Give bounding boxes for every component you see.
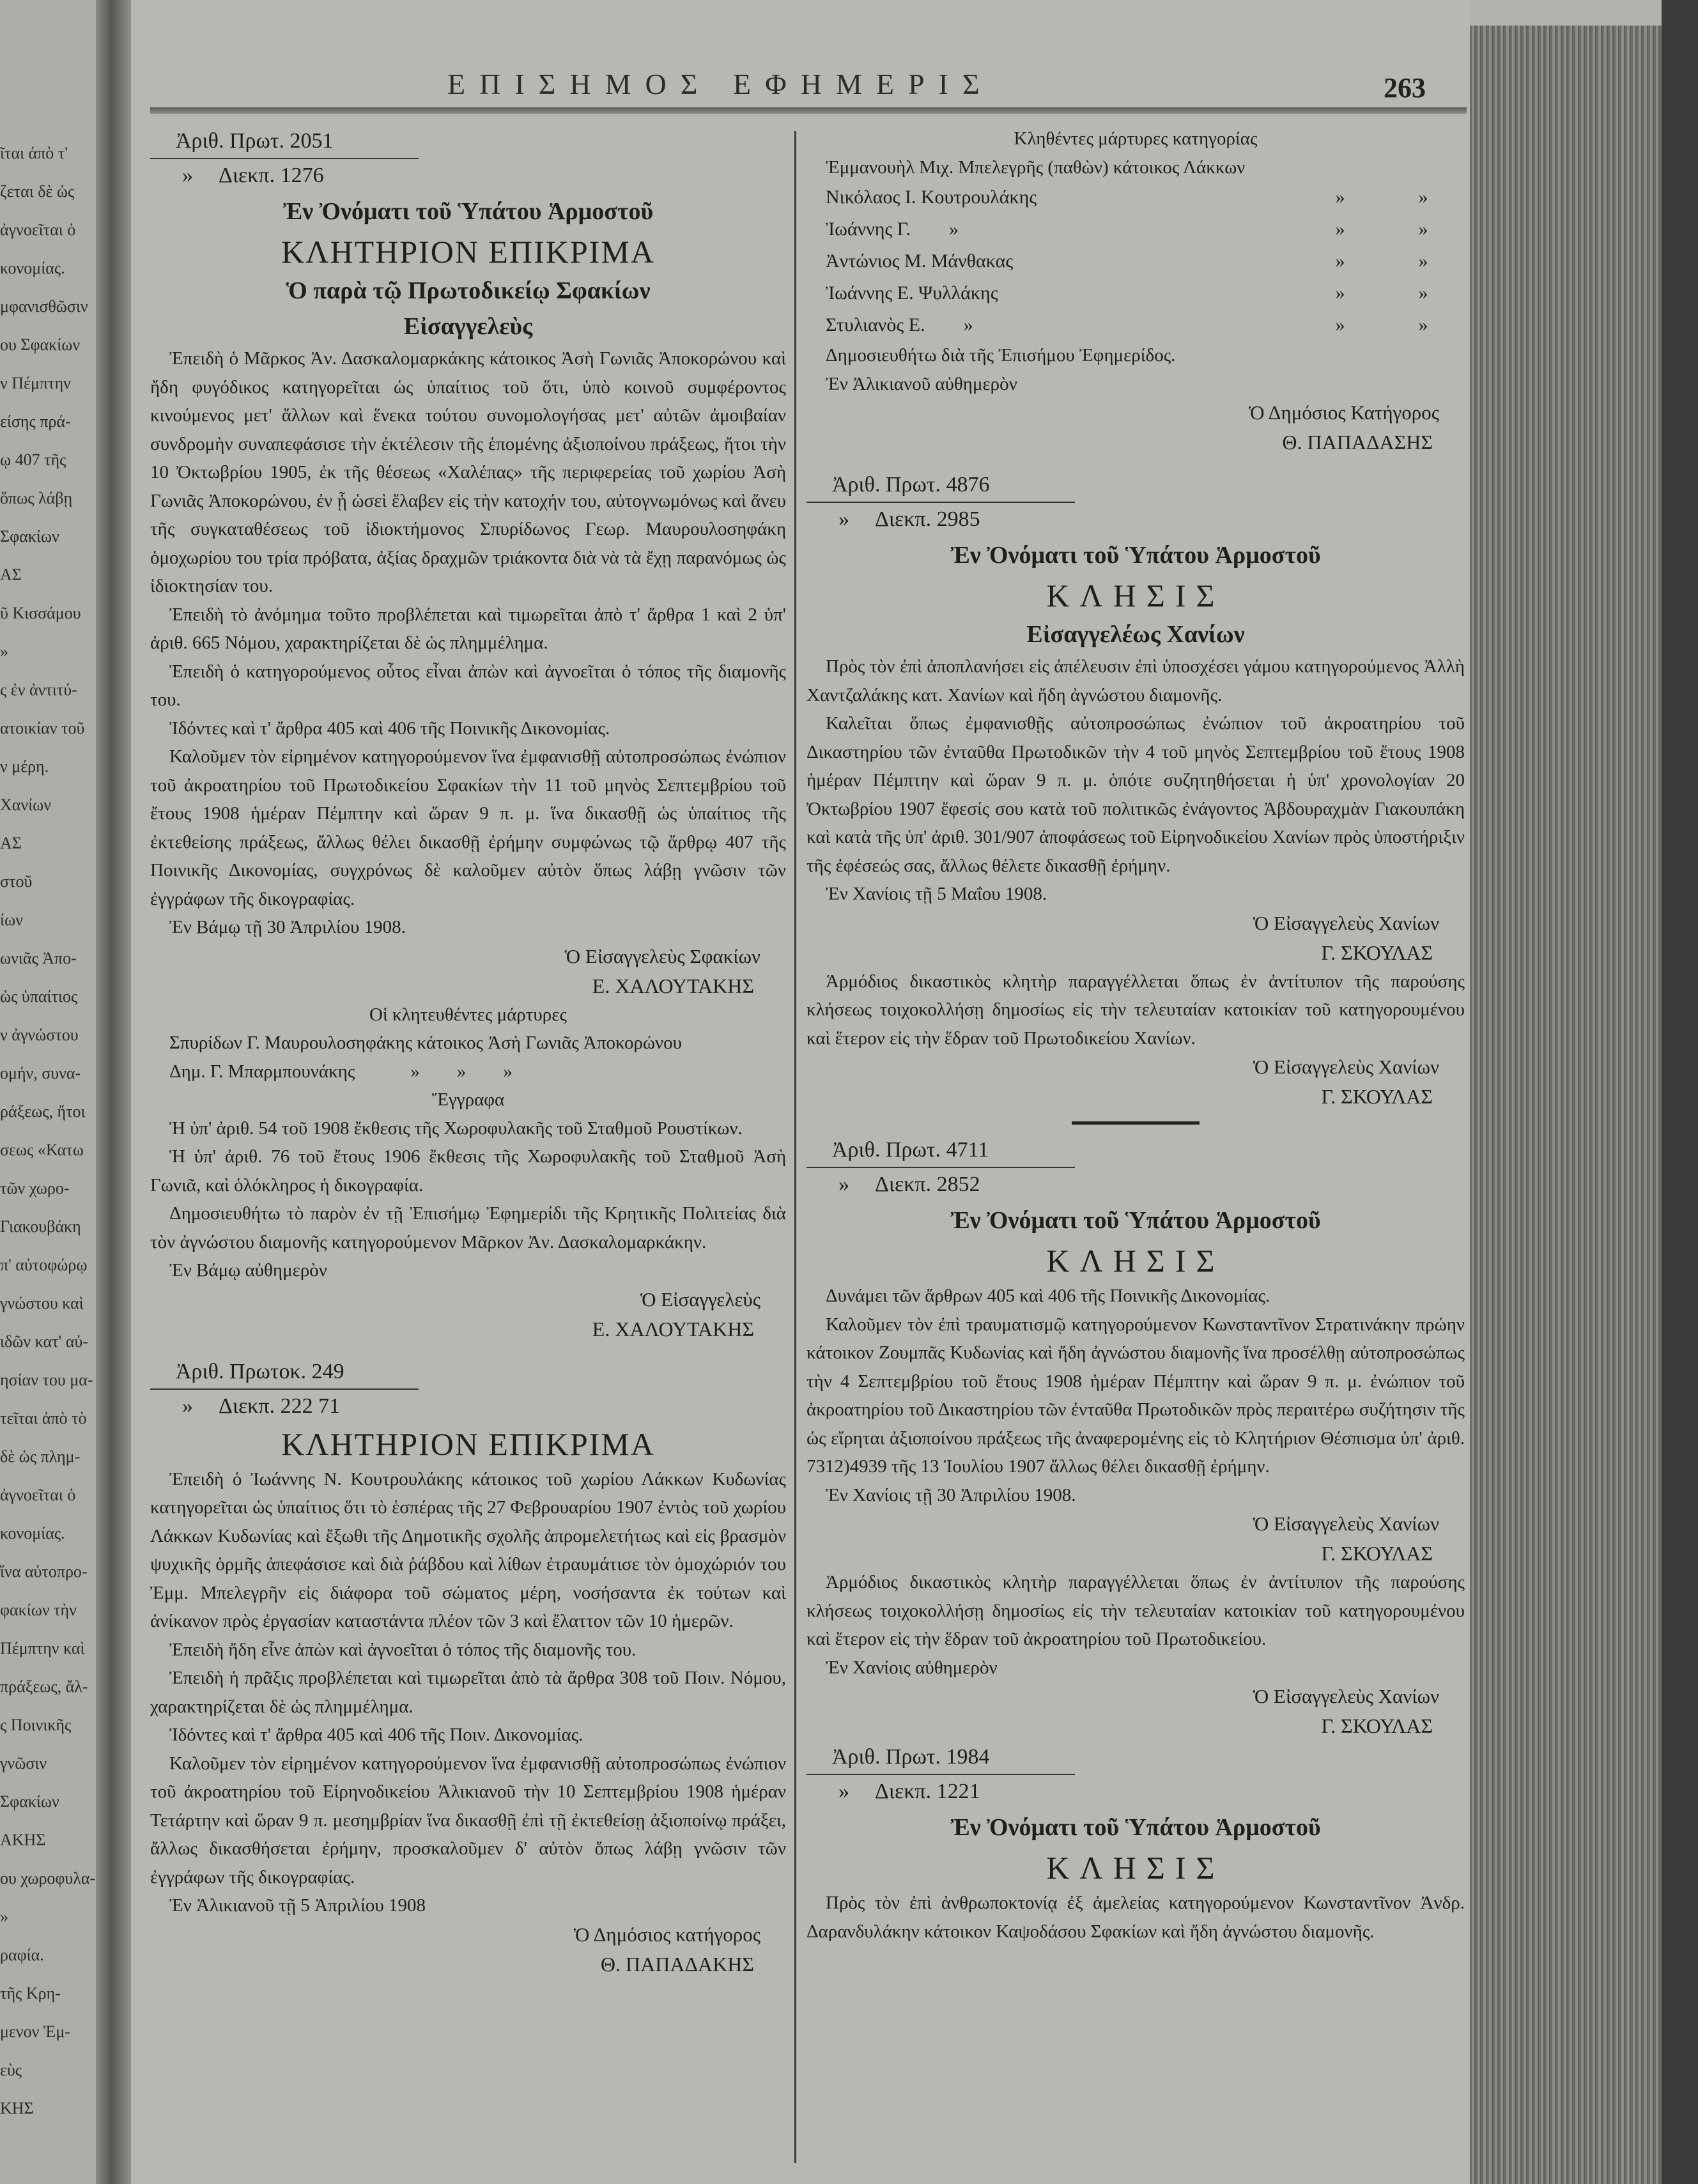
previous-page-fragment: δὲ ὡς πλημ- — [0, 1447, 81, 1466]
signature-block — [807, 909, 1465, 967]
ditto-mark: » — [1418, 282, 1428, 304]
signatory-name: Ε. ΧΑΛΟΥΤΑΚΗΣ — [592, 1317, 754, 1341]
previous-page-fragment: πράξεως, ἄλ- — [0, 1677, 88, 1696]
header-rule — [150, 107, 1467, 114]
dispatch-number — [150, 1390, 786, 1423]
ditto-mark: » — [1335, 314, 1345, 335]
paragraph: Ἰδόντες καὶ τ' ἄρθρα 405 καὶ 406 τῆς Ποιν. Δικονομίας. — [169, 1725, 583, 1745]
signature-block — [807, 1052, 1465, 1111]
previous-page-fragment: ΚΗΣ — [0, 2099, 34, 2118]
previous-page-fragment: ἀγνοεῖται ὁ — [0, 1486, 76, 1504]
invocation-heading: Ἐν Ὀνόματι τοῦ Ὑπάτου Ἁρμοστοῦ — [950, 1814, 1321, 1841]
previous-page-fragment: ατοικίαν τοῦ — [0, 719, 85, 737]
protocol-number: Ἀριθ. Πρωτ. 1984 — [832, 1745, 990, 1769]
previous-page-fragment: Σφακίων — [0, 1792, 59, 1811]
line-text: Σπυρίδων Γ. Μαυρουλοσηφάκης κάτοικος Ἀσὴ Γωνιᾶς Ἀποκορώνου — [169, 1033, 683, 1053]
paragraph: Ἐν Χανίοις αὐθημερὸν — [826, 1657, 998, 1678]
previous-page-fragment: ΑΣ — [0, 565, 22, 584]
paragraph: Ἐν Χανίοις τῇ 5 Μαΐου 1908. — [826, 884, 1047, 904]
line-text: Δημοσιευθήτω διὰ τῆς Ἐπισήμου Ἐφημερίδος. — [826, 345, 1176, 365]
previous-page-fragment: ς Ποινικῆς — [0, 1716, 72, 1734]
signatory-name: Γ. ΣΚΟΥΛΑΣ — [1321, 941, 1433, 964]
paragraph: Ἡ ὑπ' ἀριθ. 54 τοῦ 1908 ἔκθεσις τῆς Χωροφυλακῆς τοῦ Σταθμοῦ Ρουστίκων. — [169, 1118, 743, 1139]
spacer — [150, 1344, 786, 1355]
signatory-role: Ὁ Δημόσιος κατήγορος — [573, 1923, 760, 1946]
section-heading: Οἱ κλητευθέντες μάρτυρες — [369, 1004, 567, 1025]
previous-page-fragment: κονομίας. — [0, 1524, 65, 1542]
section-heading: Κληθέντες μάρτυρες κατηγορίας — [1014, 128, 1258, 149]
previous-page-fragment: Χανίων — [0, 796, 52, 814]
protocol-number: Ἀριθ. Πρωτ. 4876 — [832, 473, 990, 496]
previous-page-fragment: ν μέρη. — [0, 757, 49, 776]
witness-row — [807, 213, 1465, 245]
dispatch-label: Διεκπ. 1276 — [219, 164, 324, 187]
previous-page-fragment: » — [0, 1907, 8, 1926]
signatory-role: Ὁ Εἰσαγγελεὺς Χανίων — [1253, 911, 1439, 934]
section-heading: Ἔγγραφα — [431, 1089, 505, 1110]
paragraph: Ἁρμόδιος δικαστικὸς κλητὴρ παραγγέλλεται ὅπως ἐν ἀντίτυπον τῆς παρούσης κλήσεως τοιχοκολλήσῃ δημοσίως εἰς τὴν τελευταίαν κατοικίαν τοῦ κατηγορουμένου καὶ ἕτερον εἰς τὴν ἕδραν τοῦ ἀκροατηρίου τοῦ Πρωτοδικείου. — [807, 1572, 1465, 1649]
separator-rule — [1072, 1121, 1200, 1125]
previous-page-fragment: » — [0, 642, 8, 661]
ditto-mark: » — [1335, 187, 1345, 208]
previous-page-fragment: ιδῶν κατ' αὐ- — [0, 1332, 88, 1351]
ditto-mark: » — [182, 1394, 193, 1418]
previous-page-fragment: ῳ 407 τῆς — [0, 450, 66, 469]
line-text: Ἐν Ἀλικιανοῦ αὐθημερὸν — [826, 373, 1017, 394]
signatory-name: Γ. ΣΚΟΥΛΑΣ — [1321, 1542, 1433, 1565]
previous-page-fragment: ὅπως λάβῃ — [0, 489, 73, 507]
paragraph: Ἐν Ἀλικιανοῦ τῇ 5 Ἀπριλίου 1908 — [169, 1895, 426, 1916]
issuer-heading: Εἰσαγγελέως Χανίων — [1026, 621, 1245, 648]
paragraph: Ἐπειδὴ ὁ Ἰωάννης Ν. Κουτρουλάκης κάτοικος τοῦ χωρίου Λάκκων Κυδωνίας κατηγορεῖται ὡς ὑπαίτιος ὅτι τὸ ἑσπέρας τῆς 27 Φεβρουαρίου 1907 ἐντὸς τοῦ χωρίου Λάκκων Κυδωνίας καὶ ἔξωθι τῆς Δημοτικῆς σχολῆς ἀπρομελετήτως καὶ εἰς βρασμὸν ψυχικῆς ὁρμῆς ἀπεφάσισε καὶ διὰ ῥάβδου καὶ λίθων ἐτραυμάτισε τὸν ὁμοχώριόν του Ἐμμ. Μπελεγρῆν εἰς διάφορα τοῦ σώματος μέρη, νοσήσαντα ἐκ τούτων καὶ ἀνίκανον πρὸς ἐργασίαν καταστάντα πλέον τῶν 3 καὶ ἔλαττον τῶν 10 ἡμερῶν. — [150, 1468, 786, 1631]
issuer-heading: Ὁ παρὰ τῷ Πρωτοδικείῳ Σφακίων — [286, 277, 651, 304]
previous-page-fragment: είσης πρά- — [0, 412, 71, 431]
previous-page-fragment: σεως «Κατω — [0, 1141, 84, 1159]
previous-page-fragment: ου Σφακίων — [0, 335, 81, 354]
previous-page-fragment: ου χωροφυλα- — [0, 1869, 96, 1888]
witness-name: Ἰωάννης Ε. Ψυλλάκης — [826, 282, 998, 304]
notice-title: ΚΛΗΣΙΣ — [1046, 1243, 1225, 1279]
paragraph: Ἐπειδὴ ἤδη εἶνε ἀπὼν καὶ ἀγνοεῖται ὁ τόπος τῆς διαμονῆς του. — [169, 1639, 637, 1660]
witness-row — [807, 181, 1465, 213]
signatory-name: Γ. ΣΚΟΥΛΑΣ — [1321, 1714, 1433, 1737]
previous-page-fragment: ν ἀγνώστου — [0, 1026, 79, 1044]
paragraph: Ἐπειδὴ ὁ κατηγορούμενος οὗτος εἶναι ἀπὼν καὶ ἀγνοεῖται ὁ τόπος τῆς διαμονῆς του. — [150, 661, 786, 710]
previous-page-fragment: φακίων τὴν — [0, 1601, 77, 1619]
ditto-mark: » — [1418, 187, 1428, 208]
previous-page-fragment: ς ἐν ἀντιτύ- — [0, 681, 77, 699]
signatory-role: Ὁ Δημόσιος Κατήγορος — [1249, 401, 1439, 424]
invocation-heading: Ἐν Ὀνόματι τοῦ Ὑπάτου Ἁρμοστοῦ — [950, 542, 1321, 569]
witness-row — [807, 309, 1465, 341]
issuer-heading: Εἰσαγγελεὺς — [403, 313, 533, 340]
invocation-heading: Ἐν Ὀνόματι τοῦ Ὑπάτου Ἁρμοστοῦ — [282, 198, 654, 225]
ditto-mark: » — [1418, 314, 1428, 335]
previous-page-fragment: τῆς Κρη- — [0, 1984, 61, 2003]
paragraph: Καλεῖται ὅπως ἐμφανισθῇς αὐτοπροσώπως ἐνώπιον τοῦ ἀκροατηρίου τοῦ Δικαστηρίου τῶν ἐνταῦθα Πρωτοδικῶν τὴν 4 τοῦ μηνὸς Σεπτεμβρίου τοῦ ἔτους 1908 ἡμέραν Πέμπτην καὶ ὥραν 9 π. μ. ὁπότε συζητηθήσεται ἡ ὑπ' χρονολογίαν 20 Ὀκτωβρίου 1907 ἔφεσίς σου κατὰ τοῦ πολιτικῶς ἐνάγοντος Ἀβδουραχμὰν Γιακουπάκη καὶ κατὰ τῆς ὑπ' ἀριθ. 301/907 ἀποφάσεως τοῦ Εἰρηνοδικείου Χανίων πρὸς ὑποστήριξιν τῆς ἐφέσεώς σας, ἄλλως θέλετε δικασθῇ ἐρήμην. — [807, 713, 1465, 876]
previous-page-fragment: Πέμπτην καὶ — [0, 1639, 85, 1657]
paragraph: Πρὸς τὸν ἐπὶ ἀποπλανήσει εἰς ἀπέλευσιν ἐπὶ ὑποσχέσει γάμου κατηγορούμενος Ἀλλὴ Χαντζαλάκης κατ. Χανίων καὶ ἤδη ἀγνώστου διαμονῆς. — [807, 656, 1465, 705]
dispatch-label: Διεκπ. 222 71 — [219, 1394, 341, 1418]
signature-block — [150, 1285, 786, 1344]
dispatch-number — [807, 1775, 1465, 1808]
paragraph: Ἰδόντες καὶ τ' ἄρθρα 405 καὶ 406 τῆς Ποινικῆς Δικονομίας. — [169, 718, 610, 739]
previous-page-fragment: π' αὐτοφώρῳ — [0, 1256, 88, 1274]
dispatch-label: Διεκπ. 1221 — [875, 1780, 980, 1803]
previous-page-fragment: ΑΣ — [0, 834, 22, 852]
ditto-mark: » — [1335, 282, 1345, 304]
witness-name: Νικόλαος Ι. Κουτρουλάκης — [826, 187, 1037, 208]
signatory-role: Ὁ Εἰσαγγελεὺς — [640, 1288, 760, 1311]
ditto-mark: » — [1335, 219, 1345, 240]
right-column — [807, 125, 1465, 1946]
column-rule — [794, 131, 796, 2163]
previous-page-fragment: ωνιᾶς Ἀπο- — [0, 949, 77, 967]
witness-row — [807, 277, 1465, 309]
witness-name: Ἰωάννης Γ. » — [826, 219, 959, 240]
previous-page-fragment: ἵνα αὐτοπρο- — [0, 1562, 88, 1581]
notice-title: ΚΛΗΣΙΣ — [1046, 1850, 1225, 1886]
signatory-role: Ὁ Εἰσαγγελεὺς Χανίων — [1253, 1685, 1439, 1707]
signatory-role: Ὁ Εἰσαγγελεὺς Χανίων — [1253, 1056, 1439, 1078]
previous-page-fragment: εὺς — [0, 2061, 22, 2079]
signatory-name: Θ. ΠΑΠΑΔΑΚΗΣ — [600, 1952, 754, 1976]
invocation-heading: Ἐν Ὀνόματι τοῦ Ὑπάτου Ἁρμοστοῦ — [950, 1207, 1321, 1234]
dispatch-number — [150, 159, 786, 192]
dispatch-label: Διεκπ. 2985 — [875, 507, 980, 531]
previous-page-fragment: γνώστου καὶ — [0, 1294, 84, 1312]
previous-page-fragment: κονομίας. — [0, 259, 65, 277]
paragraph: Καλοῦμεν τὸν εἰρημένον κατηγορούμενον ἵνα ἐμφανισθῇ αὐτοπροσώπως ἐνώπιον τοῦ ἀκροατηρίου τοῦ Πρωτοδικείου Σφακίων τὴν 11 τοῦ μηνὸς Σεπτεμβρίου τοῦ ἔτους 1908 ἡμέραν Πέμπτην καὶ ὥραν 9 π. μ. ἵνα δικασθῇ ὡς ὑπαίτιος τῆς ἐκτεθείσης πράξεως, ἄλλως θέλει δικασθῇ ἐρήμην συμφώνως τῷ ἄρθρῳ 407 τῆς Ποινικῆς Δικονομίας, συγχρόνως δὲ καλοῦμεν αὐτὸν ὅπως λάβῃ γνῶσιν τῶν ἐγγράφων τῆς δικογραφίας. — [150, 746, 786, 909]
previous-page-fragment: γνῶσιν — [0, 1754, 47, 1773]
ditto-mark: » — [182, 164, 193, 187]
previous-page-fragment: τεῖται ἀπὸ τὸ — [0, 1409, 87, 1427]
paragraph: Ἐπειδὴ ὁ Μᾶρκος Ἀν. Δασκαλομαρκάκης κάτοικος Ἀσὴ Γωνιᾶς Ἀποκορώνου καὶ ἤδη φυγόδικος κατηγορεῖται ὡς ὑπαίτιος τοῦ ὅτι, ὑπὸ κοινοῦ συμφέροντος κινούμενος μετ' ἄλλων καὶ ἕνεκα τούτου συνομολογήσας μετ' αὐτῶν ἀμοιβαίαν συνδρομὴν συναπεφάσισε τὴν ἐκτέλεσιν τῆς ἑπομένης ἀξιοποίνου πράξεως, ἤτοι τὴν 10 Ὀκτωβρίου 1905, ἐκ τῆς θέσεως «Χαλέπας» τῆς περιφερείας τοῦ χωρίου Ἀσὴ Γωνιᾶς Ἀποκορώνου, ἐν ᾗ ὡσεὶ ἔλαβεν εἰς τὴν κατοχήν του, αὐτογνωμόνως καὶ ἄνευ τῆς συγκαταθέσεως τοῦ ἰδιοκτήμονος Σπυρίδωνος Γεωρ. Μαυρουλοσηφάκη ὁμοχωρίου του τρία πρόβατα, ἀξίας δραχμῶν τριάκοντα διὰ νὰ τὰ ἔχῃ παρανόμως ὡς ἰδιοκτησίαν του. — [150, 348, 786, 596]
ditto-mark: » — [838, 1173, 849, 1196]
paragraph: Ἁρμόδιος δικαστικὸς κλητὴρ παραγγέλλεται ὅπως ἐν ἀντίτυπον τῆς παρούσης κλήσεως τοιχοκολλήσῃ δημοσίως εἰς τὴν τελευταίαν κατοικίαν τοῦ κατηγορουμένου καὶ ἕτερον εἰς τὴν ἕδραν τοῦ Πρωτοδικείου Χανίων. — [807, 971, 1465, 1049]
paragraph: Ἐπειδὴ ἡ πρᾶξις προβλέπεται καὶ τιμωρεῖται ἀπὸ τὰ ἄρθρα 308 τοῦ Ποιν. Νόμου, χαρακτηρίζεται δὲ ὡς πλημμέλημα. — [150, 1668, 786, 1717]
notice-title: ΚΛΗΤΗΡΙΟΝ ΕΠΙΚΡΙΜΑ — [281, 234, 655, 270]
ditto-mark: » — [1335, 250, 1345, 272]
line-text: Δημ. Γ. Μπαρμπουνάκης » » » — [169, 1061, 513, 1082]
previous-page-fragment: μφανισθῶσιν — [0, 297, 88, 316]
paragraph: Δυνάμει τῶν ἄρθρων 405 καὶ 406 τῆς Ποινικῆς Δικονομίας. — [826, 1286, 1270, 1306]
witness-name: Ἀντώνιος Μ. Μάνθακας — [826, 250, 1014, 272]
dispatch-number — [807, 1168, 1465, 1201]
notice-title: ΚΛΗΤΗΡΙΟΝ ΕΠΙΚΡΙΜΑ — [281, 1426, 655, 1462]
ditto-mark: » — [838, 507, 849, 531]
paragraph: Ἐπειδὴ τὸ ἀνόμημα τοῦτο προβλέπεται καὶ τιμωρεῖται ἀπὸ τ' ἄρθρα 1 καὶ 2 ὑπ' ἀριθ. 665 Νόμου, χαρακτηρίζεται δὲ ὡς πλημμέλημα. — [150, 604, 786, 653]
paragraph: Πρὸς τὸν ἐπὶ ἀνθρωποκτονίᾳ ἐξ ἀμελείας κατηγορούμενον Κωνσταντῖνον Ἀνδρ. Δαρανδυλάκην κάτοικον Καψοδάσου Σφακίων καὶ ἤδη ἀγνώστου διαμονῆς. — [807, 1893, 1465, 1942]
paragraph: Ἐν Βάμῳ τῇ 30 Ἀπριλίου 1908. — [169, 917, 406, 937]
previous-page-fragment: ομήν, συνα- — [0, 1064, 81, 1082]
protocol-number: Ἀριθ. Πρωτ. 2051 — [176, 129, 334, 153]
previous-page-fragment: ησίαν του μα- — [0, 1371, 93, 1389]
previous-page-fragment: μενον Ἐμ- — [0, 2022, 70, 2041]
paragraph: Ἐν Βάμῳ αὐθημερὸν — [169, 1260, 327, 1280]
signature-block — [807, 1509, 1465, 1568]
witness-name: Στυλιανὸς Ε. » — [826, 314, 973, 335]
ditto-mark: » — [1418, 219, 1428, 240]
dispatch-label: Διεκπ. 2852 — [875, 1173, 980, 1196]
signatory-role: Ὁ Εἰσαγγελεὺς Χανίων — [1253, 1512, 1439, 1535]
previous-page-fragment: στοῦ — [0, 872, 33, 891]
signatory-name: Γ. ΣΚΟΥΛΑΣ — [1321, 1085, 1433, 1108]
signatory-name: Ε. ΧΑΛΟΥΤΑΚΗΣ — [592, 974, 754, 997]
previous-page-fragment: ἀγνοεῖται ὁ — [0, 220, 76, 239]
dispatch-number — [807, 503, 1465, 536]
previous-page-edge — [0, 0, 105, 2184]
witness-row — [807, 245, 1465, 277]
signatory-name: Θ. ΠΑΠΑΔΑΣΗΣ — [1282, 431, 1433, 454]
page-number: 263 — [1384, 72, 1426, 104]
protocol-number: Ἀριθ. Πρωτ. 4711 — [832, 1138, 989, 1162]
running-head: ΕΠΙΣΗΜΟΣ ΕΦΗΜΕΡΙΣ — [447, 68, 994, 100]
paragraph: Καλοῦμεν τὸν ἐπὶ τραυματισμῷ κατηγορούμενον Κωνσταντῖνον Στρατινάκην πρώην κάτοικον Ζουμπᾶς Κυδωνίας καὶ ἤδη ἀγνώστου διαμονῆς ἵνα προσέλθῃ αὐτοπροσώπως τὴν 4 Σεπτεμβρίου τοῦ ἔτους 1908 ἡμέραν Πέμπτην καὶ ὥραν 9 π. μ. ἐνώπιον τοῦ ἀκροατηρίου τοῦ Δικαστηρίου τῶν ἐνταῦθα Πρωτοδικῶν πρὸς περαιτέρω συζήτησιν τῆς ὡς εἴρηται ἀξιοποίνου πράξεως τῆς ἀναφερομένης εἰς τὸ Κλητήριον Θέσπισμα ὑπ' ἀριθ. 7312)4939 τῆς 13 Ἰουλίου 1907 ἄλλως θέλει δικασθῇ ἐρήμην. — [807, 1314, 1465, 1477]
paragraph: Ἡ ὑπ' ἀριθ. 76 τοῦ ἔτους 1906 ἔκθεσις τῆς Χωροφυλακῆς τοῦ Σταθμοῦ Ἀσὴ Γωνιᾶ, καὶ ὁλόκληρος ἡ δικογραφία. — [150, 1146, 786, 1196]
previous-page-fragment: ΑΚΗΣ — [0, 1831, 46, 1849]
previous-page-fragment: ζεται δὲ ὡς — [0, 182, 75, 201]
previous-page-fragment: ῦ Κισσάμου — [0, 604, 81, 622]
previous-page-fragment: ραφία. — [0, 1946, 44, 1964]
book-gutter — [96, 0, 134, 2184]
signature-block — [150, 1920, 786, 1979]
previous-page-fragment: τῶν χωρο- — [0, 1179, 70, 1197]
spacer — [807, 457, 1465, 468]
ditto-mark: » — [838, 1780, 849, 1803]
signature-block — [150, 942, 786, 1001]
protocol-number: Ἀριθ. Πρωτοκ. 249 — [176, 1359, 344, 1383]
book-cover-edge — [1662, 0, 1698, 2184]
signature-block — [807, 398, 1465, 457]
previous-page-fragment: ῖται ἀπὸ τ' — [0, 144, 68, 162]
line-text: Ἐμμανουὴλ Μιχ. Μπελεγρῆς (παθὼν) κάτοικος Λάκκων — [826, 157, 1246, 178]
previous-page-fragment: ν Πέμπτην — [0, 374, 71, 392]
signature-block — [807, 1682, 1465, 1741]
previous-page-fragment: ίων — [0, 911, 23, 929]
signatory-role: Ὁ Εἰσαγγελεὺς Σφακίων — [564, 944, 760, 967]
previous-page-fragment: ὡς ὑπαίτιος — [0, 987, 78, 1006]
paragraph: Καλοῦμεν τὸν εἰρημένον κατηγορούμενον ἵνα ἐμφανισθῇ αὐτοπροσώπως ἐνώπιον τοῦ ἀκροατηρίου τοῦ Εἰρηνοδικείου Ἀλικιανοῦ τὴν 10 Σεπτεμβρίου 1908 ἡμέραν Τετάρτην καὶ ὥραν 9 π. μεσημβρίαν ἵνα δικασθῇ ἐπὶ τῇ ἐκτεθείσῃ ἀξιοποίνῳ πράξει, ἄλλως δικασθήσεται ἐρήμην, προσκαλοῦμεν δ' αὐτὸν ὅπως λάβῃ γνῶσιν τῶν ἐγγράφων τῆς δικογραφίας. — [150, 1753, 786, 1888]
notice-title: ΚΛΗΣΙΣ — [1046, 578, 1225, 613]
previous-page-fragment: Σφακίων — [0, 527, 59, 546]
left-column — [150, 125, 786, 1979]
previous-page-fragment: Γιακουβάκη — [0, 1217, 81, 1236]
ditto-mark: » — [1418, 250, 1428, 272]
paragraph: Δημοσιευθήτω τὸ παρὸν ἐν τῇ Ἐπισήμῳ Ἐφημερίδι τῆς Κρητικῆς Πολιτείας διὰ τὸν ἀγνώστου διαμονῆς κατηγορούμενον Μᾶρκον Ἀν. Δασκαλομαρκάκην. — [150, 1203, 786, 1252]
paragraph: Ἐν Χανίοις τῇ 30 Ἀπριλίου 1908. — [826, 1484, 1076, 1505]
previous-page-fragment: ράξεως, ἤτοι — [0, 1102, 86, 1121]
